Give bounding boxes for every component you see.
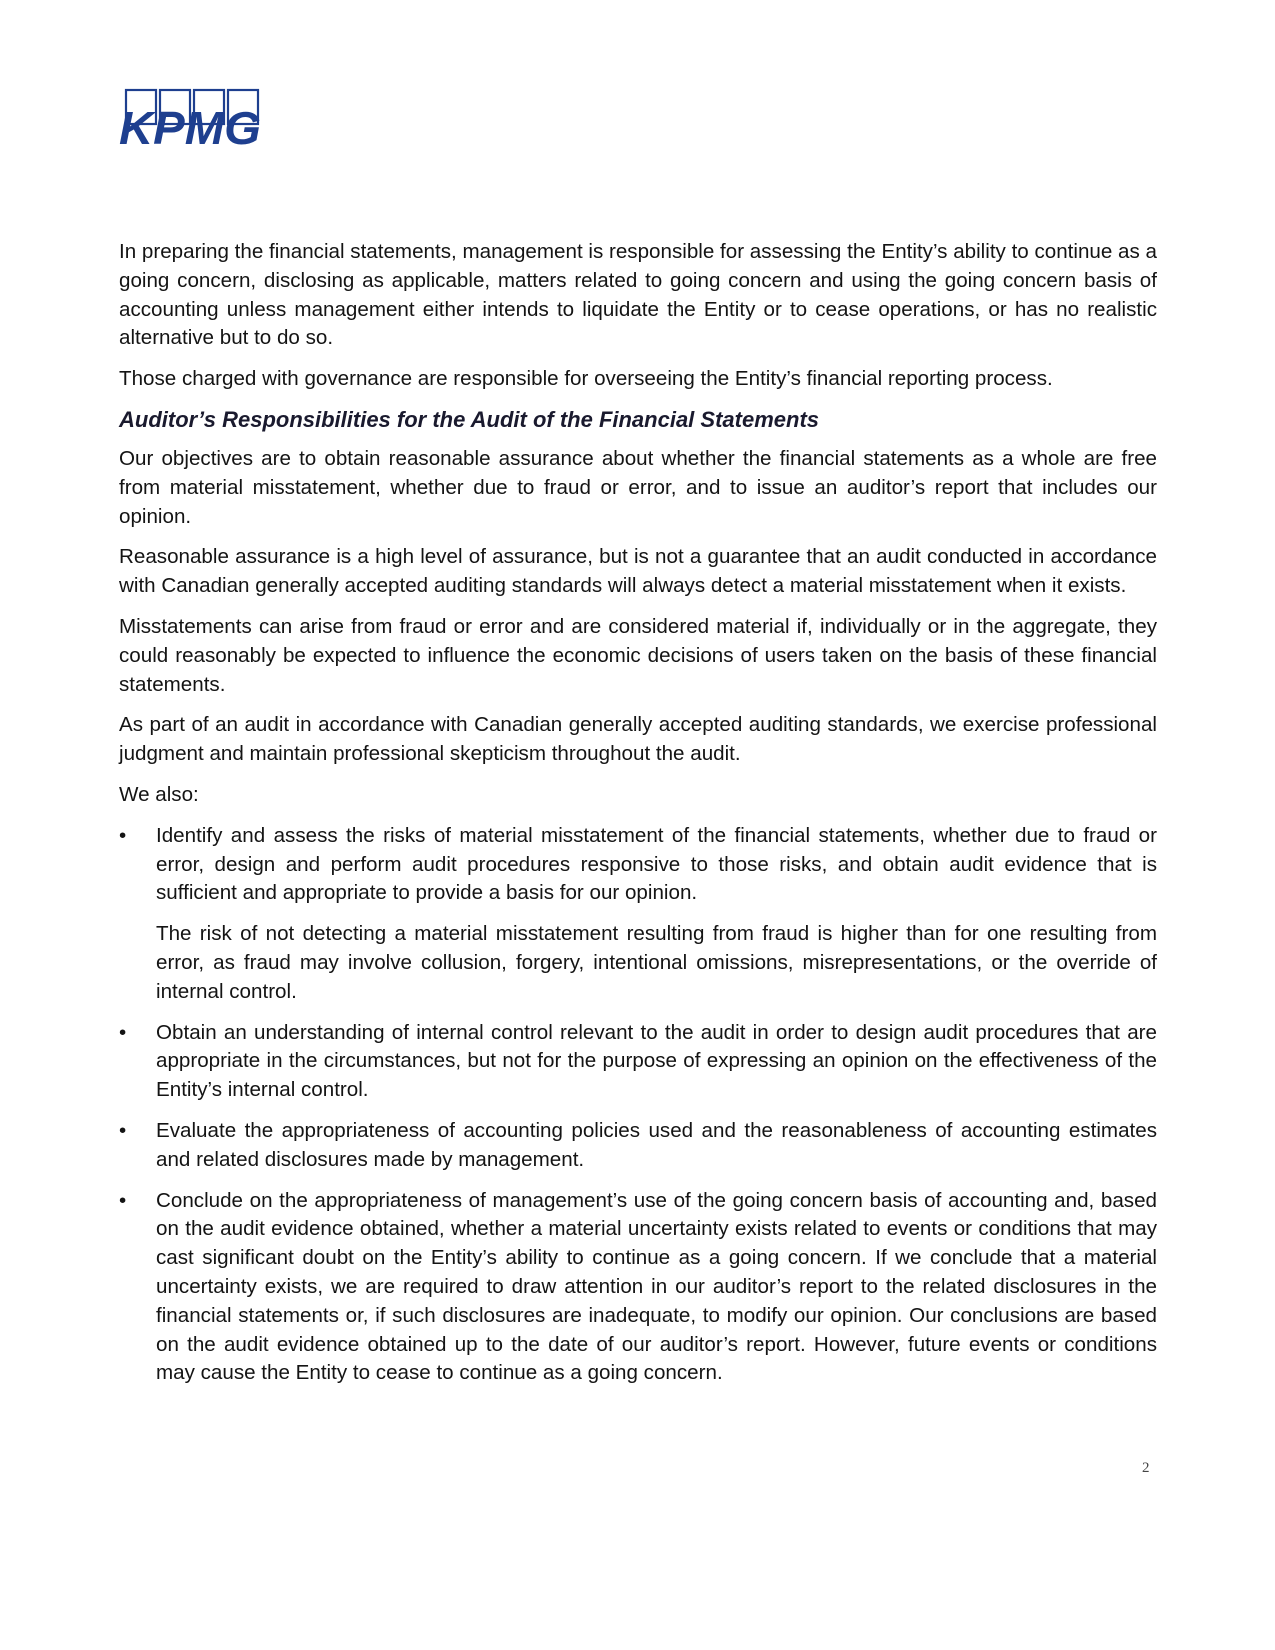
paragraph-reasonable-assurance: Reasonable assurance is a high level of assurance, but is not a guarantee that an audit conducted in accordance with Canadian generally accepted auditing standards will always detect a material misstatement when it exists.: [119, 545, 1157, 598]
paragraph-objectives: Our objectives are to obtain reasonable assurance about whether the financial statements as a whole are free from material misstatement, whether due to fraud or error, and to issue an auditor’s report that includes our opinion.: [119, 446, 1157, 528]
list-item: [119, 1187, 1157, 1389]
bullet-icon: •: [119, 1188, 127, 1212]
page-number: 2: [1142, 1460, 1150, 1476]
list-item: [119, 1019, 1157, 1105]
list-item-text: Evaluate the appropriateness of accounting policies used and the reasonableness of accounting estimates and related disclosures made by management.: [156, 1118, 1157, 1171]
paragraph-professional-judgment: As part of an audit in accordance with Canadian generally accepted auditing standards, we exercise professional judgment and maintain professional skepticism throughout the audit.: [119, 713, 1157, 766]
paragraph-we-also: We also:: [119, 782, 199, 806]
section-heading: Auditor’s Responsibilities for the Audit of the Financial Statements: [119, 406, 820, 432]
paragraph-misstatements: Misstatements can arise from fraud or error and are considered material if, individually or in the aggregate, they could reasonably be expected to influence the economic decisions of users taken on the basis of these financial statements.: [119, 614, 1157, 696]
list-item: [119, 822, 1157, 1007]
list-item-text: Conclude on the appropriateness of management’s use of the going concern basis of accounting and, based on the audit evidence obtained, whether a material uncertainty exists related to events or conditions that may cast significant doubt on the Entity’s ability to continue as a going concern. If we conclude that a material uncertainty exists, we are required to draw attention in our auditor’s report to the related disclosures in the financial statements or, if such disclosures are inadequate, to modify our opinion. Our conclusions are based on the audit evidence obtained up to the date of our auditor’s report. However, future events or conditions may cause the Entity to cease to continue as a going concern.: [156, 1188, 1157, 1385]
kpmg-logo: [118, 88, 264, 158]
document-body: [119, 238, 1157, 1400]
bullet-icon: •: [119, 1118, 127, 1142]
bullet-icon: •: [119, 823, 127, 847]
logo-text: KPMG: [119, 102, 261, 154]
list-item: [119, 1117, 1157, 1175]
responsibilities-list: [119, 822, 1157, 1388]
paragraph-governance: Those charged with governance are responsible for overseeing the Entity’s financial reporting process.: [119, 367, 1053, 391]
list-item-text: Obtain an understanding of internal control relevant to the audit in order to design audit procedures that are appropriate in the circumstances, but not for the purpose of expressing an opinion on the effectiveness of the Entity’s internal control.: [156, 1020, 1157, 1102]
list-item-text: Identify and assess the risks of material misstatement of the financial statements, whether due to fraud or error, design and perform audit procedures responsive to those risks, and obtain audit evidence that is sufficient and appropriate to provide a basis for our opinion.: [156, 823, 1157, 905]
paragraph-going-concern: In preparing the financial statements, management is responsible for assessing the Entity’s ability to continue as a going concern, disclosing as applicable, matters related to going concern and using the going concern basis of accounting unless management either intends to liquidate the Entity or to cease operations, or has no realistic alternative but to do so.: [119, 240, 1157, 350]
list-item-subparagraph: The risk of not detecting a material misstatement resulting from fraud is higher than for one resulting from error, as fraud may involve collusion, forgery, intentional omissions, misrepresentations, or the override of internal control.: [156, 922, 1157, 1003]
bullet-icon: •: [119, 1020, 127, 1044]
